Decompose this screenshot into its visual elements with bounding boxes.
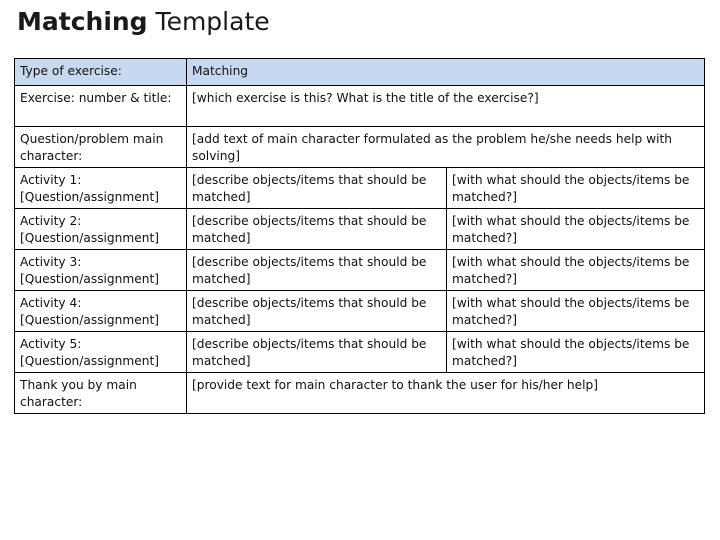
exercise-label: Exercise: number & title: (15, 86, 187, 127)
activity-objects: [describe objects/items that should be matched] (187, 332, 447, 373)
type-label: Type of exercise: (15, 59, 187, 86)
row-thanks (15, 373, 705, 414)
question-value: [add text of main character formulated as the problem he/she needs help with solving] (187, 127, 705, 168)
activity-objects: [describe objects/items that should be matched] (187, 291, 447, 332)
activity-match: [with what should the objects/items be matched?] (447, 168, 705, 209)
row-activity-5 (15, 332, 705, 373)
title-rest: Template (155, 7, 270, 36)
row-activity-4 (15, 291, 705, 332)
row-question (15, 127, 705, 168)
row-activity-2 (15, 209, 705, 250)
row-type (15, 59, 705, 86)
page-title (17, 4, 270, 40)
activity-label: Activity 5: [Question/assignment] (15, 332, 187, 373)
thanks-value: [provide text for main character to thank the user for his/her help] (187, 373, 705, 414)
thanks-label: Thank you by main character: (15, 373, 187, 414)
question-label: Question/problem main character: (15, 127, 187, 168)
activity-objects: [describe objects/items that should be matched] (187, 209, 447, 250)
activity-match: [with what should the objects/items be matched?] (447, 209, 705, 250)
activity-match: [with what should the objects/items be matched?] (447, 332, 705, 373)
template-table (14, 58, 705, 414)
activity-label: Activity 1: [Question/assignment] (15, 168, 187, 209)
type-value: Matching (187, 59, 705, 86)
activity-objects: [describe objects/items that should be matched] (187, 168, 447, 209)
activity-label: Activity 2: [Question/assignment] (15, 209, 187, 250)
activity-match: [with what should the objects/items be matched?] (447, 250, 705, 291)
activity-match: [with what should the objects/items be matched?] (447, 291, 705, 332)
activity-label: Activity 3: [Question/assignment] (15, 250, 187, 291)
activity-objects: [describe objects/items that should be matched] (187, 250, 447, 291)
exercise-value: [which exercise is this? What is the title of the exercise?] (187, 86, 705, 127)
row-activity-1 (15, 168, 705, 209)
row-activity-3 (15, 250, 705, 291)
activity-label: Activity 4: [Question/assignment] (15, 291, 187, 332)
title-bold: Matching (17, 7, 148, 36)
row-exercise (15, 86, 705, 127)
